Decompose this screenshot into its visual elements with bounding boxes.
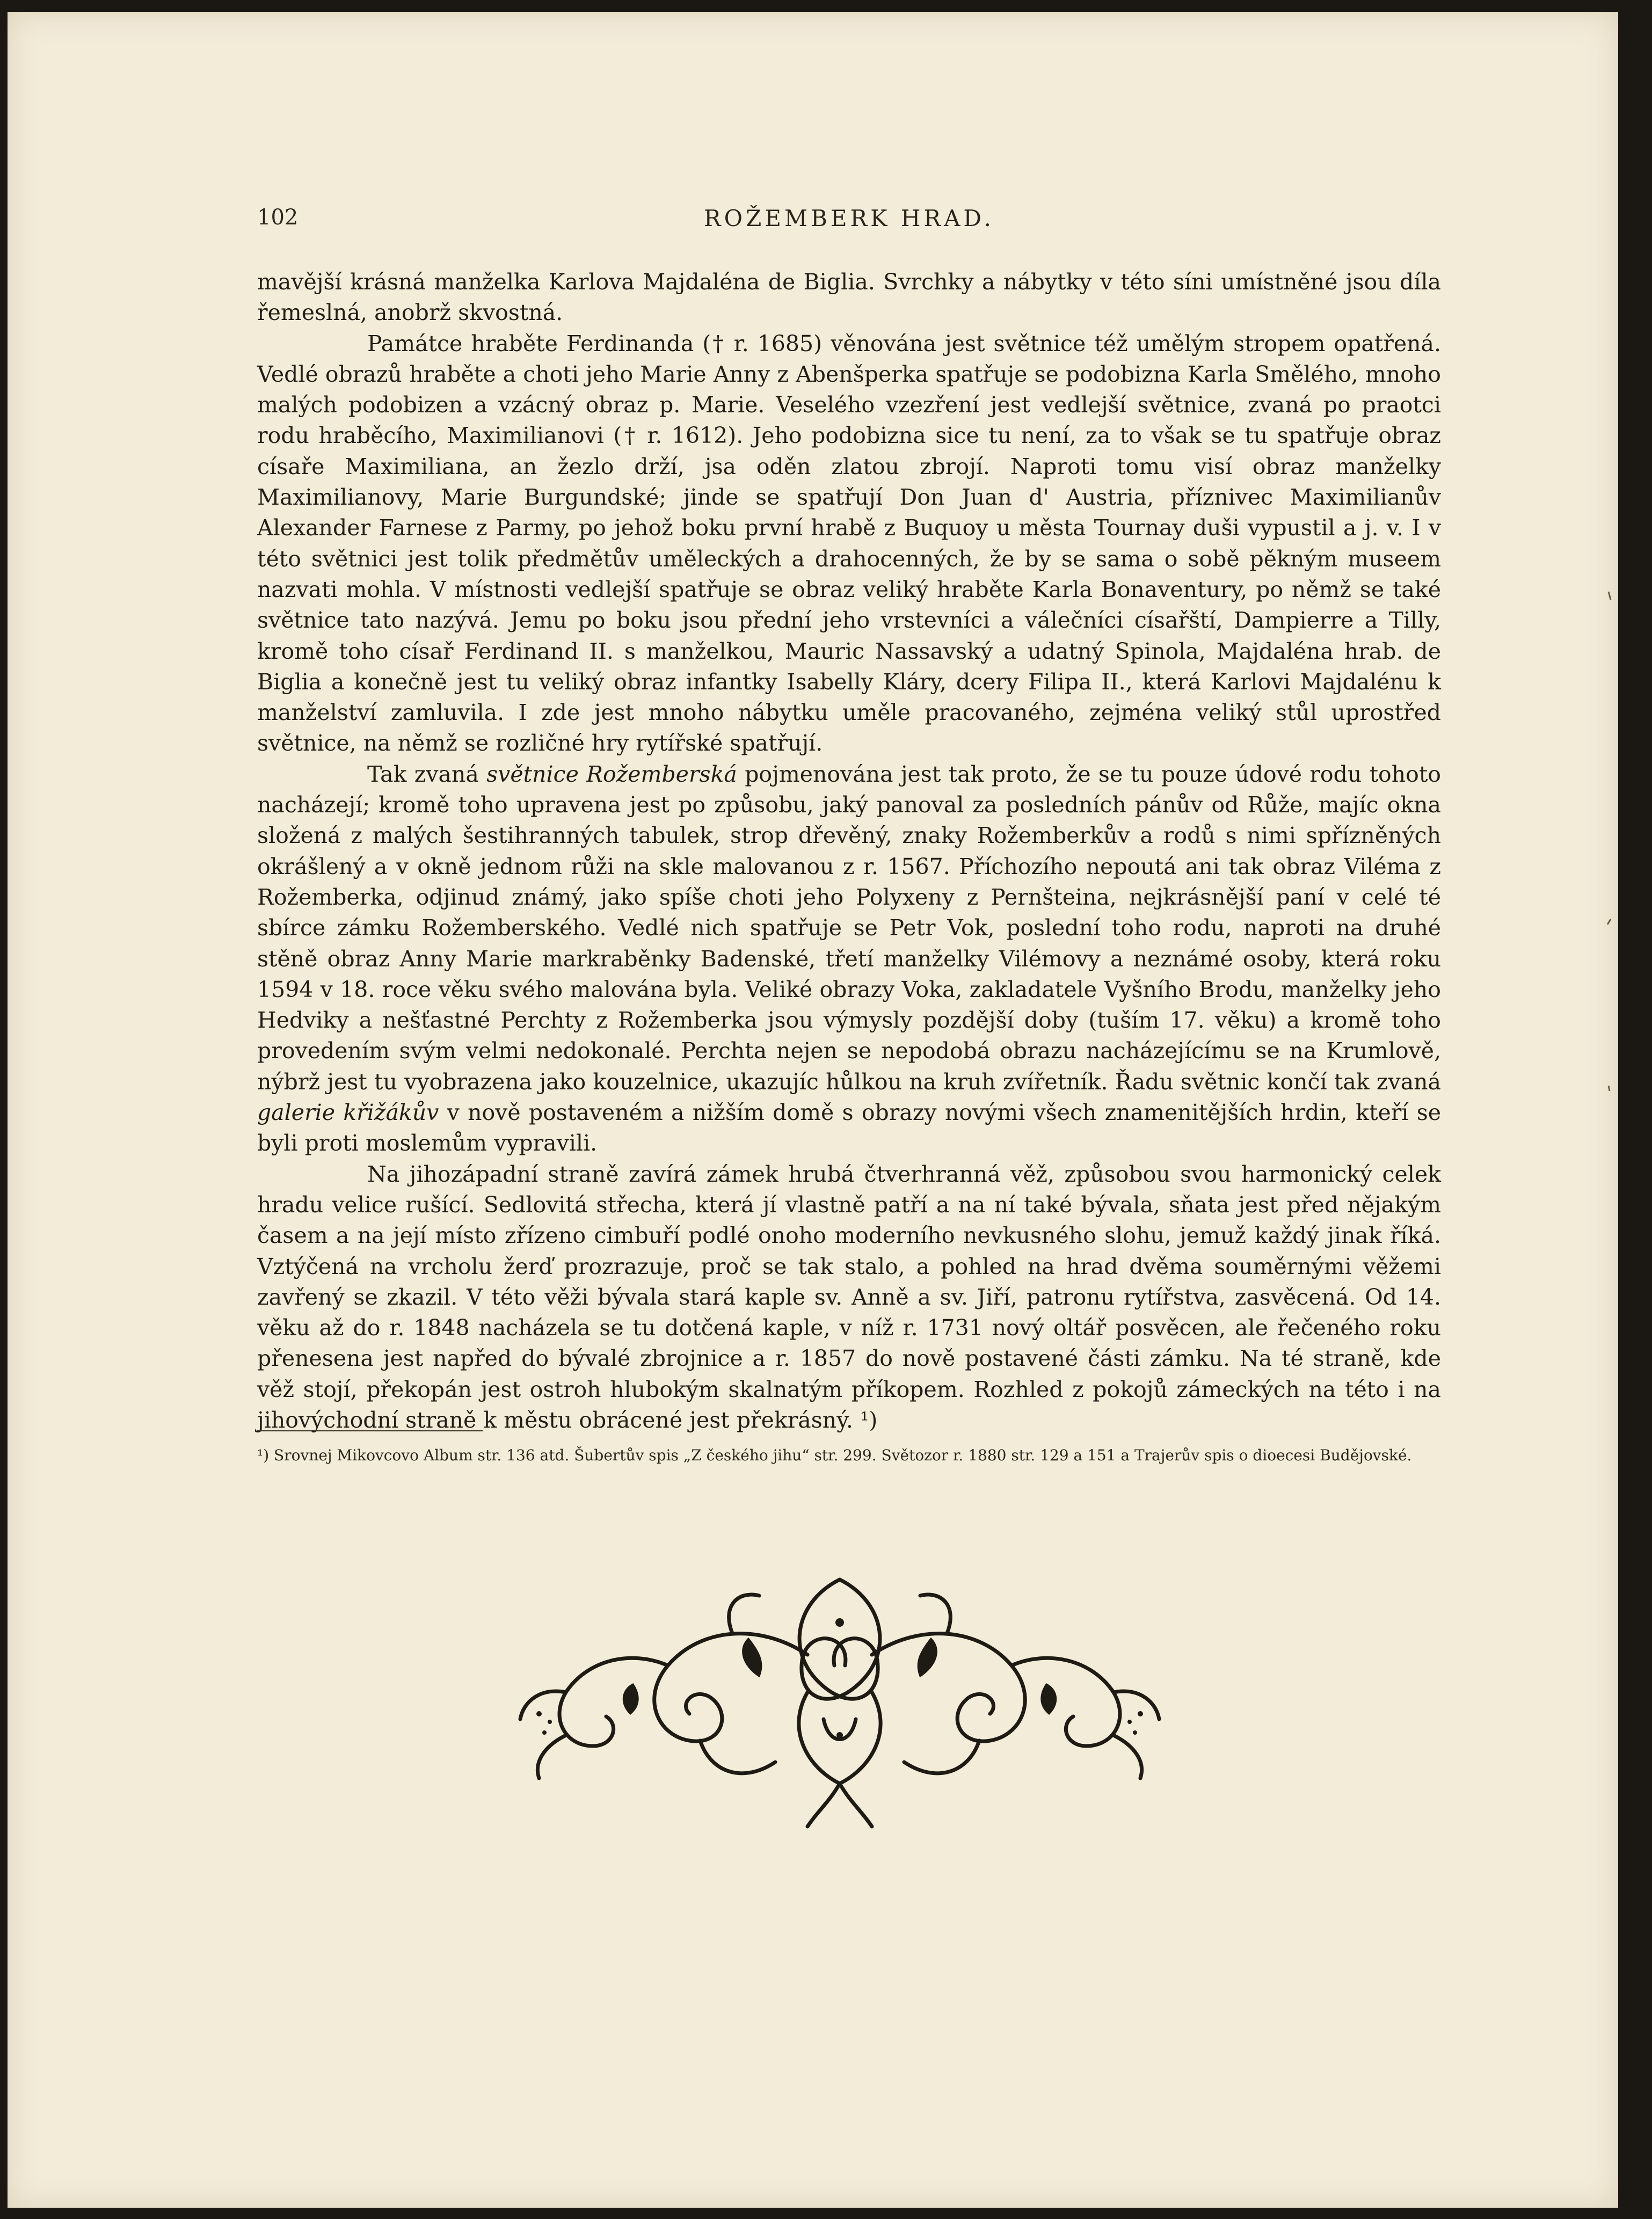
page-header xyxy=(257,205,1441,237)
paragraph-1: mavější krásná manželka Karlova Majdaléna de Biglia. Svrchky a nábytky v této síni umístněné jsou díla řemeslná, anobrž skvostná. xyxy=(257,269,1441,326)
paragraph-4: Na jihozápadní straně zavírá zámek hrubá čtverhranná věž, způsobou svou harmonický celek hradu velice rušící. Sedlovitá střecha, která jí vlastně patří a na ní také bývala, sňata jest před nějakým časem a na její místo zřízeno cimbuří podlé onoho moderního nevkusného slohu, jemuž každý jinak říká. Vztýčená na vrcholu žerď prozrazuje, proč se tak stalo, a pohled na hrad dvěma souměrnými věžemi zavřený se zkazil. V této věži bývala stará kaple sv. Anně a sv. Jiří, patronu rytířstva, zasvěcená. Od 14. věku až do r. 1848 nacházela se tu dotčená kaple, v níž r. 1731 nový oltář posvěcen, ale řečeného roku přenesena jest napřed do bývalé zbrojnice a r. 1857 do nově postavené části zámku. Na té straně, kde věž stojí, překopán jest ostroh hlubokým skalnatým příkopem. Rozhled z pokojů zámeckých na této i na jihovýchodní straně k městu obrácené jest překrásný. ¹) xyxy=(257,1161,1441,1433)
paragraph-2: Památce hraběte Ferdinanda († r. 1685) věnována jest světnice též umělým stropem opatřená. Vedlé obrazů hraběte a choti jeho Marie Anny z Abenšperka spatřuje se podobizna Karla Smělého, mnoho malých podobizen a vzácný obraz p. Marie. Veselého vzezření jest vedlejší světnice, zvaná po praotci rodu hraběcího, Maximilianovi († r. 1612). Jeho podobizna sice tu není, za to však se tu spatřuje obraz císaře Maximiliana, an žezlo drží, jsa oděn zlatou zbrojí. Naproti tomu visí obraz manželky Maximilianovy, Marie Burgundské; jinde se spatřují Don Juan d' Austria, příznivec Maximilianův Alexander Farnese z Parmy, po jehož boku první hrabě z Buquoy u města Tournay duši vypustil a j. v. I v této světnici jest tolik předmětův uměleckých a drahocenných, že by se sama o sobě pěkným museem nazvati mohla. V místnosti vedlejší spatřuje se obraz veliký hraběte Karla Bonaventury, po němž se také světnice tato nazývá. Jemu po boku jsou přední jeho vrstevníci a válečníci císařští, Dampierre a Tilly, kromě toho císař Ferdinand II. s manželkou, Mauric Nassavský a udatný Spinola, Majdaléna hrab. de Biglia a konečně jest tu veliký obraz infantky Isabelly Kláry, dcery Filipa II., která Karlovi Majdalénu k manželství zamluvila. I zde jest mnoho nábytku uměle pracovaného, zejména veliký stůl uprostřed světnice, na němž se rozličné hry rytířské spatřují. xyxy=(257,330,1441,756)
book-page xyxy=(8,12,1618,2208)
running-title: ROŽEMBERK HRAD. xyxy=(704,205,994,231)
body-text xyxy=(257,267,1441,1436)
floral-scroll-ornament-icon xyxy=(507,1558,1173,1837)
paragraph-3-text: Tak zvaná xyxy=(367,761,487,787)
paragraph-3-italic-term-2: galerie křižákův xyxy=(257,1100,439,1126)
paragraph-3-text-continued: pojmenována jest tak proto, že se tu pouze údové rodu tohoto nacházejí; kromě toho upravena jest po způsobu, jaký panoval za posledních pánův od Růže, majíc okna složená z malých šestihranných tabulek, strop dřevěný, znaky Rožemberkův a rodů s nimi spřízněných okrášlený a v okně jednom růži na skle malovanou z r. 1567. Příchozího nepoutá ani tak obraz Viléma z Rožemberka, odjinud známý, jako spíše choti jeho Polyxeny z Pernšteina, nejkrásnější paní v celé té sbírce zámku Rožemberského. Vedlé nich spatřuje se Petr Vok, poslední toho rodu, naproti na druhé stěně obraz Anny Marie markraběnky Badenské, třetí manželky Vilémovy a neznámé osoby, která roku 1594 v 18. roce věku svého malována byla. Veliké obrazy Voka, zakladatele Vyšního Brodu, manželky jeho Hedviky a nešťastné Perchty z Rožemberka jsou výmysly pozdější doby (tuším 17. věku) a kromě toho provedením svým velmi nedokonalé. Perchta nejen se nepodobá obrazu nacházejícímu se na Krumlově, nýbrž jest tu vyobrazena jako kouzelnice, ukazujíc hůlkou na kruh zvířetník. Řadu světnic končí tak zvaná xyxy=(257,761,1441,1095)
scan-edge-marks xyxy=(1603,549,1614,1193)
paragraph-3-italic-term: světnice Rožemberská xyxy=(486,761,737,787)
footnote: ¹) Srovnej Mikovcovo Album str. 136 atd. Šubertův spis „Z českého jihu“ str. 299. Světozor r. 1880 str. 129 a 151 a Trajerův spis o dioecesi Budějovské. xyxy=(257,1446,1412,1464)
footnote-divider xyxy=(257,1430,483,1431)
page-number: 102 xyxy=(257,205,299,230)
paragraph-3-text-end: v nově postaveném a nižším domě s obrazy novými všech znamenitějších hrdin, kteří se byli proti moslemům vypravili. xyxy=(257,1100,1441,1156)
paragraph-3 xyxy=(257,759,1441,1159)
